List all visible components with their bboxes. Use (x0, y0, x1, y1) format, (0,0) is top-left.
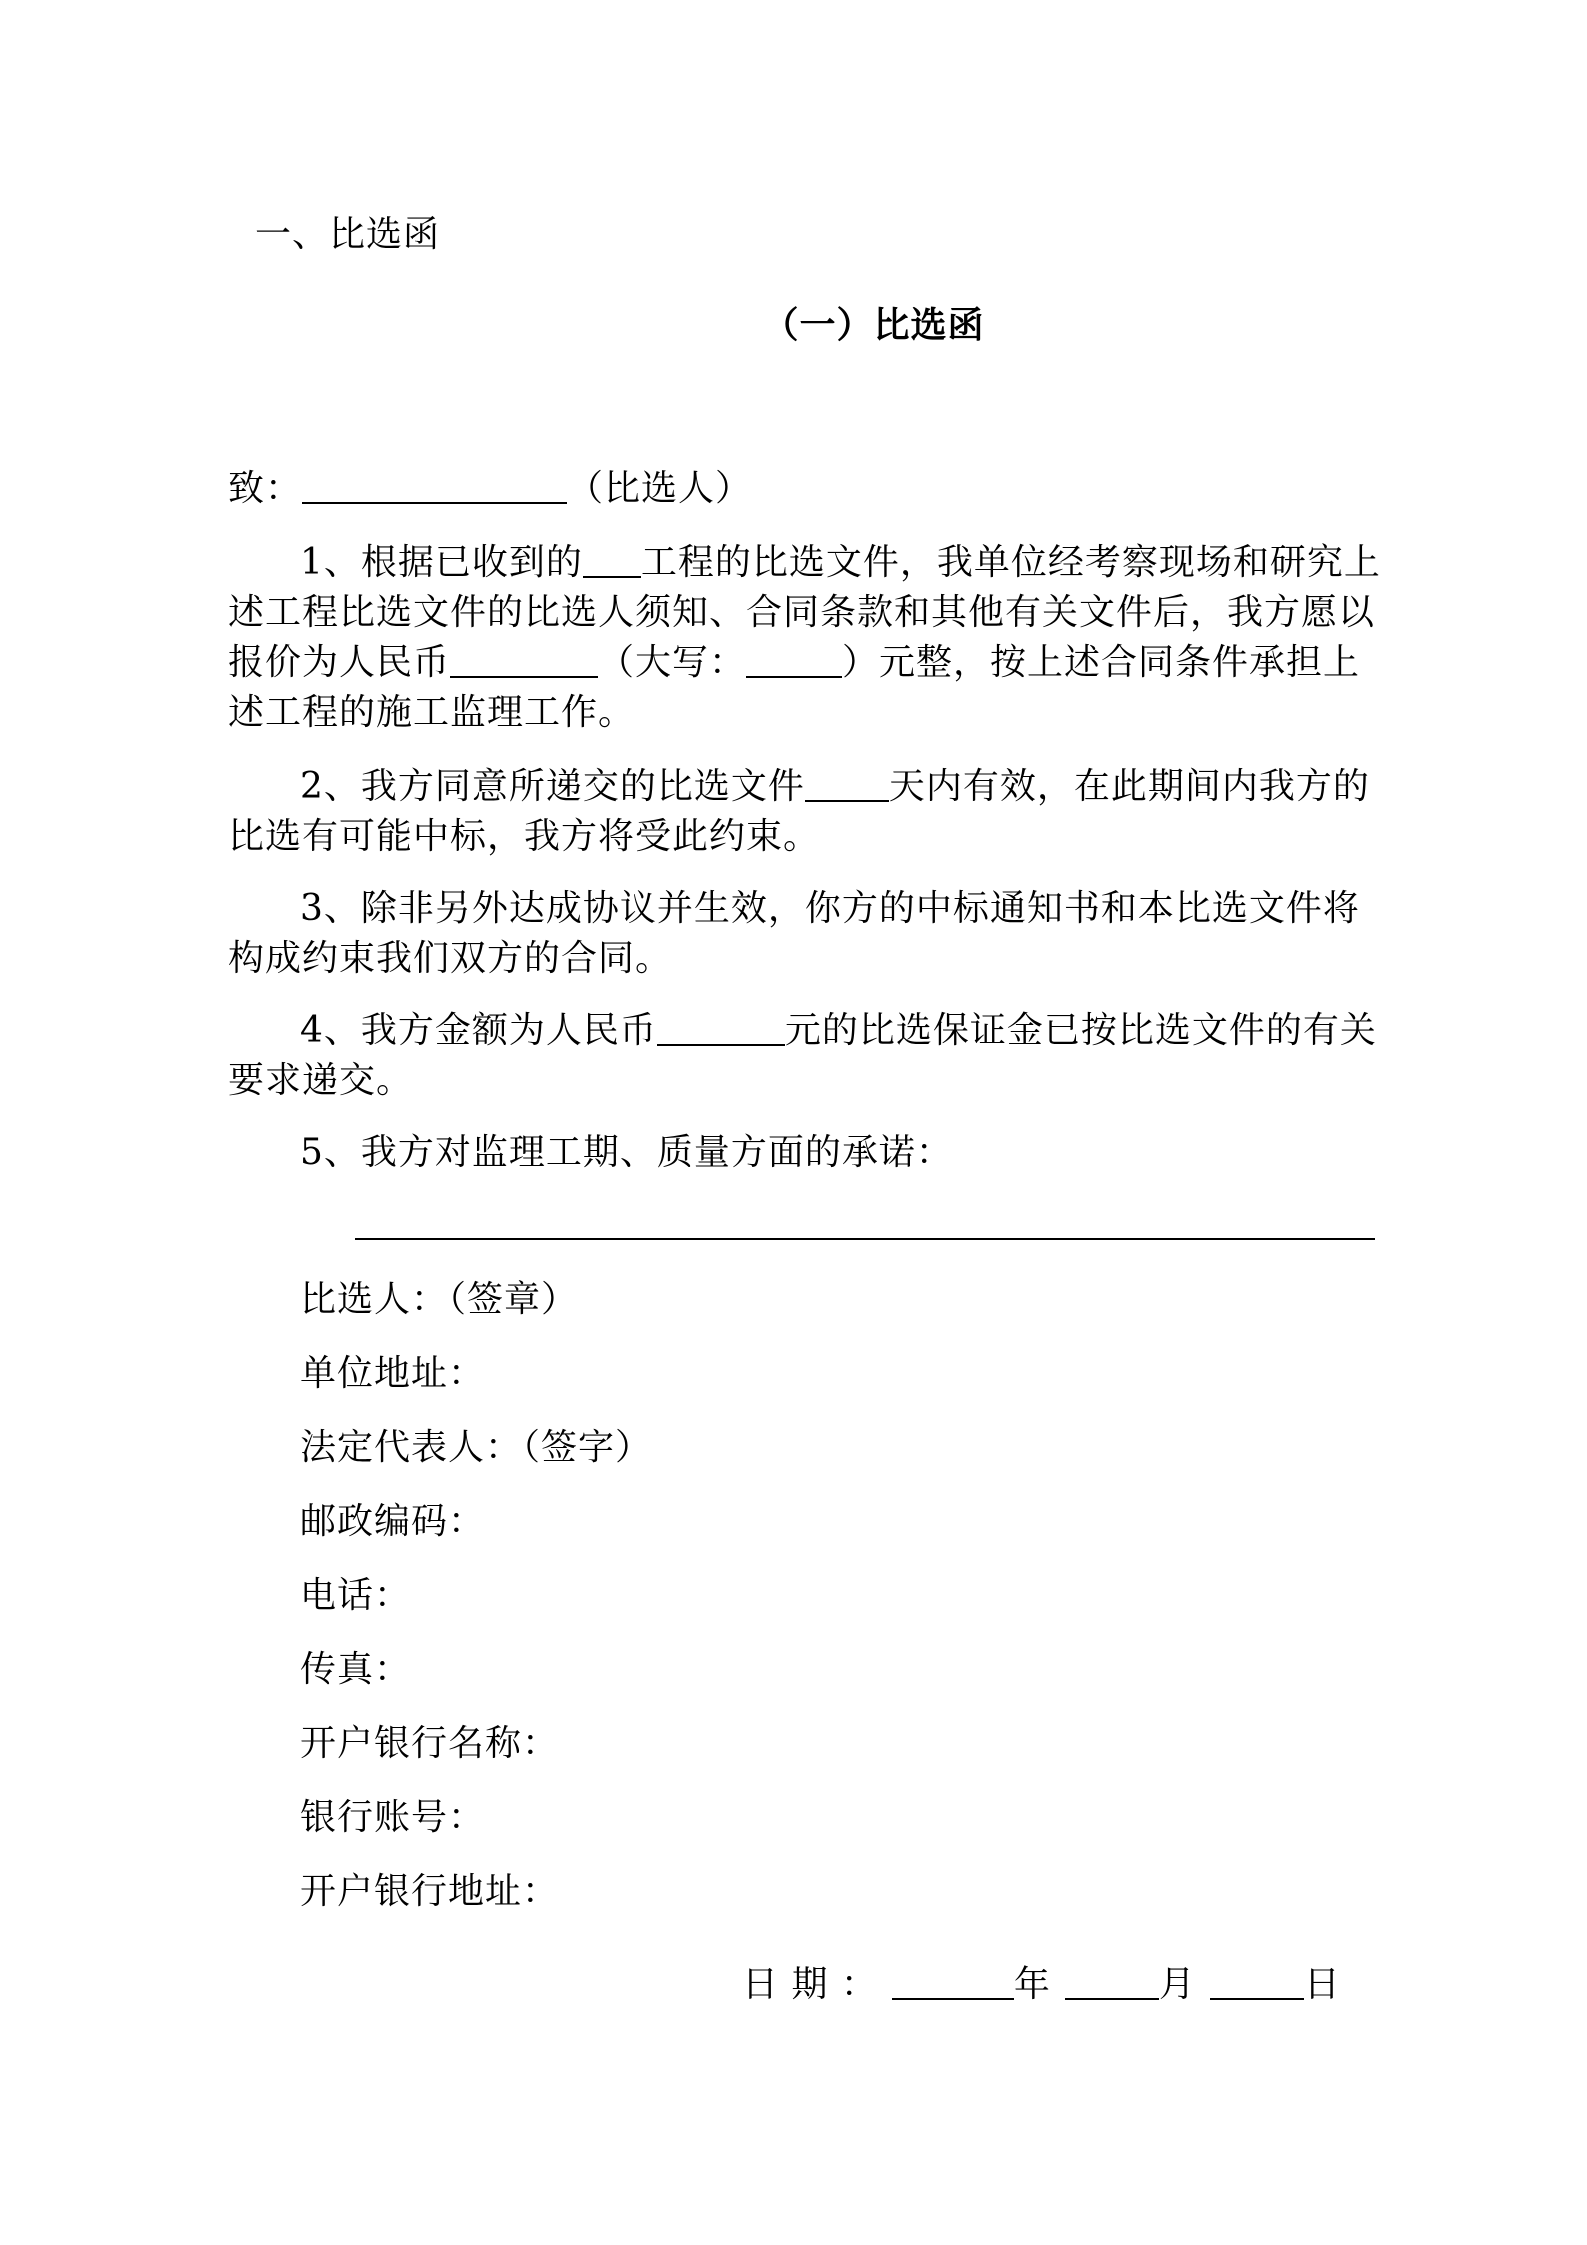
paragraph-4: 4、我方金额为人民币 元的比选保证金已按比选文件的有关 要求递交。 (228, 1010, 1377, 1101)
field-phone: 电话： (300, 1575, 412, 1616)
day-label: 日 (1303, 1964, 1341, 2005)
day-blank[interactable] (1210, 1962, 1304, 2000)
paragraph-2: 2、我方同意所递交的比选文件 天内有效，在此期间内我方的 比选有可能中标，我方将受此约束。 (228, 766, 1370, 857)
field-bidder-seal: 比选人：（签章） (300, 1279, 579, 1320)
field-bank-address: 开户银行地址： (300, 1871, 560, 1912)
field-legal-representative: 法定代表人：（签字） (300, 1427, 653, 1468)
year-label: 年 (1013, 1964, 1051, 2005)
field-fax: 传真： (300, 1649, 412, 1690)
document-title: （一）比选函 (762, 304, 985, 346)
field-address: 单位地址： (300, 1353, 486, 1394)
year-blank[interactable] (892, 1962, 1014, 2000)
project-name-blank[interactable] (583, 540, 641, 578)
field-bank-account: 银行账号： (300, 1797, 486, 1838)
date-line (742, 1960, 1341, 2010)
valid-days-blank[interactable] (805, 764, 889, 802)
month-label: 月 (1158, 1964, 1196, 2005)
paragraph-5: 5、我方对监理工期、质量方面的承诺： (300, 1132, 953, 1173)
price-uppercase-blank[interactable] (746, 640, 842, 678)
commitment-blank-line[interactable] (355, 1238, 1375, 1240)
paragraph-3: 3、除非另外达成协议并生效，你方的中标通知书和本比选文件将 构成约束我们双方的合同。 (228, 888, 1360, 979)
price-blank[interactable] (450, 640, 598, 678)
field-postal-code: 邮政编码： (300, 1501, 486, 1542)
field-bank-name: 开户银行名称： (300, 1723, 560, 1764)
date-label: 日 期 ： (742, 1964, 878, 2005)
addressee-blank[interactable] (302, 466, 567, 504)
addressee-suffix: （比选人） (567, 468, 753, 509)
addressee-prefix: 致： (228, 468, 303, 509)
month-blank[interactable] (1065, 1962, 1159, 2000)
addressee-line (228, 464, 752, 514)
paragraph-1: 1、根据已收到的 工程的比选文件，我单位经考察现场和研究上 述工程比选文件的比选人须知、合同条款和其他有关文件后，我方愿以 报价为人民币 （大写： ）元整，按上述合同条件承担上 述工程的施工监理工作。 (228, 542, 1381, 733)
section-heading: 一、比选函 (255, 214, 441, 255)
deposit-amount-blank[interactable] (657, 1008, 785, 1046)
